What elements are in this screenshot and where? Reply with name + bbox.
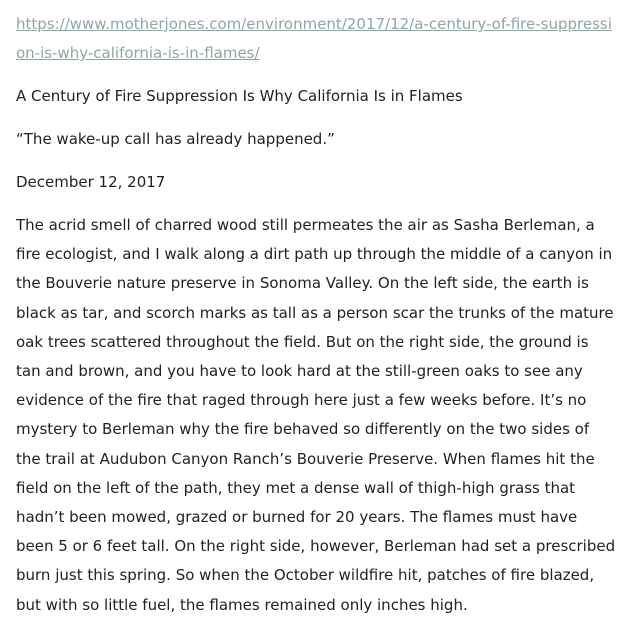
article-date: December 12, 2017 [16, 173, 166, 191]
article-subtitle: “The wake-up call has already happened.” [16, 130, 335, 148]
source-url-link[interactable]: https://www.motherjones.com/environment/2017/12/a-century-of-fire-suppression-is-why-california-is-in-flames/ [16, 15, 612, 62]
article-title: A Century of Fire Suppression Is Why California Is in Flames [16, 87, 463, 105]
article-body: The acrid smell of charred wood still permeates the air as Sasha Berleman, a fire ecologist, and I walk along a dirt path up through the middle of a canyon in the Bouverie nature preserve in Sonoma Valley. On the left side, the earth is black as tar, and scorch marks as tall as a person scar the trunks of the mature oak trees scattered throughout the field. But on the right side, the ground is tan and brown, and you have to look hard at the still-green oaks to see any evidence of the fire that raged through here just a few weeks before. It’s no mystery to Berleman why the fire behaved so differently on the two sides of the trail at Audubon Canyon Ranch’s Bouverie Preserve. When flames hit the field on the left of the path, they met a dense wall of thigh-high grass that hadn’t been mowed, grazed or burned for 20 years. The flames must have been 5 or 6 feet tall. On the right side, however, Berleman had set a prescribed burn just this spring. So when the October wildfire hit, patches of fire blazed, but with so little fuel, the flames remained only inches high. [16, 216, 616, 614]
